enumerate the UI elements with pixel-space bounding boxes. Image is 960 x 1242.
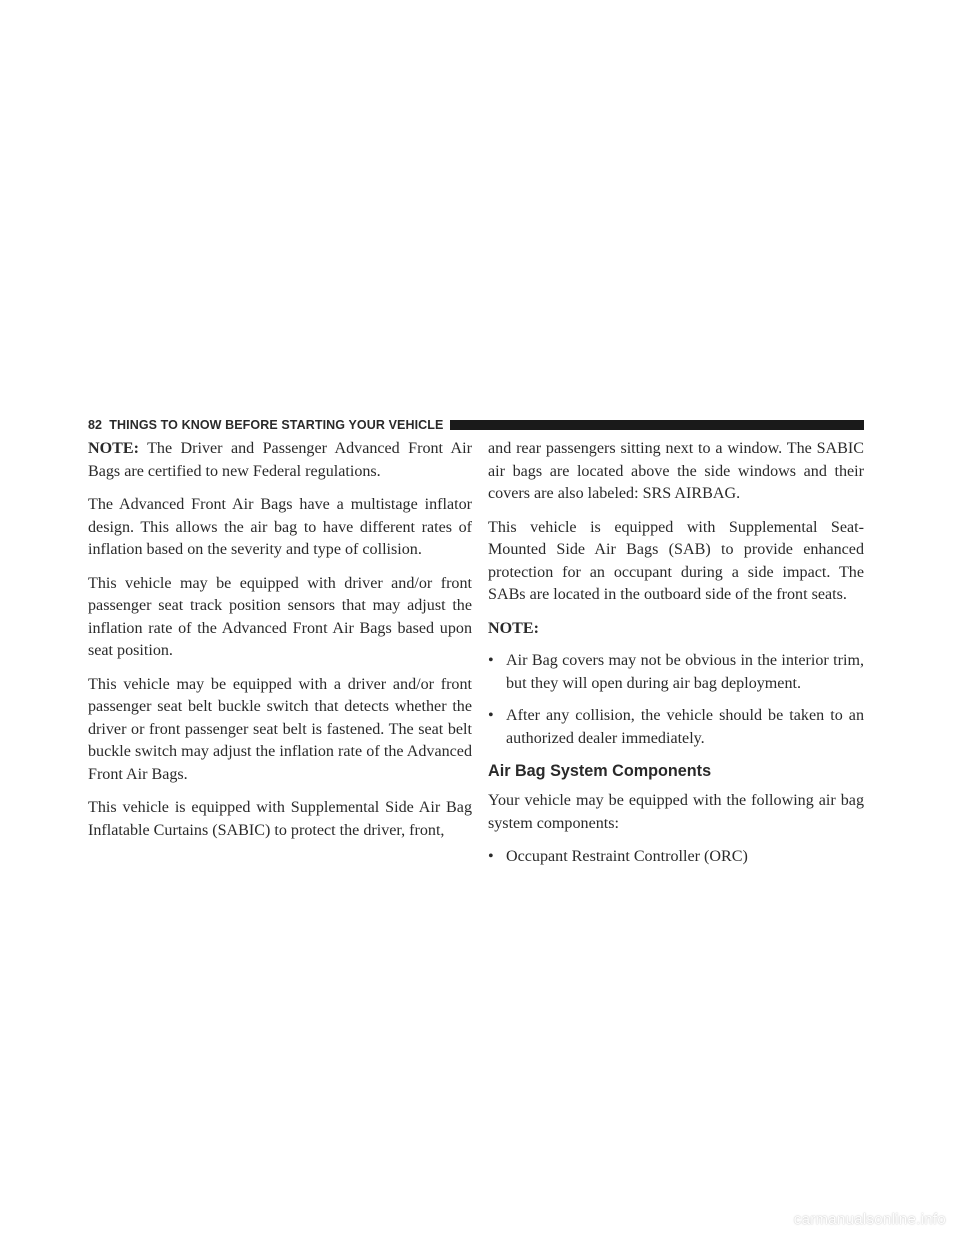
- left-column: [88, 438, 472, 853]
- section-heading: Air Bag System Components: [488, 762, 712, 780]
- paragraph-multistage-inflator: The Advanced Front Air Bags have a multistage inflator design. This allows the air bag to have different rates of inflation based on the severity and type of collision.: [88, 496, 472, 558]
- list-item: [488, 650, 864, 695]
- paragraph-seat-track-sensors: This vehicle may be equipped with driver and/or front passenger seat track position sensors that may adjust the inflation rate of the Advanced Front Air Bags based upon seat position.: [88, 574, 472, 659]
- list-item-text: After any collision, the vehicle should be taken to an authorized dealer immediately.: [506, 707, 864, 747]
- paragraph-buckle-switch: This vehicle may be equipped with a driver and/or front passenger seat belt buckle switch that detects whether the driver or front passenger seat belt is fastened. The seat belt buckle switch may adjust the inflation rate of the Advanced Front Air Bags.: [88, 675, 472, 783]
- bullet-icon: •: [488, 848, 494, 865]
- bullet-icon: •: [488, 652, 494, 669]
- paragraph-sabic-continued: and rear passengers sitting next to a window. The SABIC air bags are located above the side windows and their covers are also labeled: SRS AIRBAG.: [488, 440, 864, 502]
- header-rule: [450, 420, 864, 430]
- note-label: NOTE:: [88, 440, 139, 457]
- watermark: carmanualsonline.info: [793, 1211, 946, 1228]
- note-bullet-list: [488, 650, 864, 750]
- list-item-text: Occupant Restraint Controller (ORC): [506, 848, 748, 865]
- component-bullet-list: [488, 846, 864, 869]
- paragraph-sab: This vehicle is equipped with Supplemental Seat-Mounted Side Air Bags (SAB) to provide enhanced protection for an occupant during a side impact. The SABs are located in the outboard side of the front seats.: [488, 518, 864, 603]
- note-paragraph: [88, 438, 472, 483]
- note-label: NOTE:: [488, 619, 539, 637]
- list-item: [488, 705, 864, 750]
- section-intro: Your vehicle may be equipped with the following air bag system components:: [488, 792, 864, 832]
- list-item: [488, 846, 864, 869]
- right-column: [488, 438, 864, 879]
- list-item-text: Air Bag covers may not be obvious in the interior trim, but they will open during air bag deployment.: [506, 652, 864, 692]
- note-text: The Driver and Passenger Advanced Front Air Bags are certified to new Federal regulations.: [88, 440, 472, 480]
- page-header-text: [88, 418, 443, 432]
- page-header: [88, 418, 864, 432]
- bullet-icon: •: [488, 707, 494, 724]
- page-number: 82: [88, 418, 103, 432]
- paragraph-sabic: This vehicle is equipped with Supplemental Side Air Bag Inflatable Curtains (SABIC) to protect the driver, front,: [88, 799, 472, 839]
- section-title: THINGS TO KNOW BEFORE STARTING YOUR VEHICLE: [109, 418, 444, 432]
